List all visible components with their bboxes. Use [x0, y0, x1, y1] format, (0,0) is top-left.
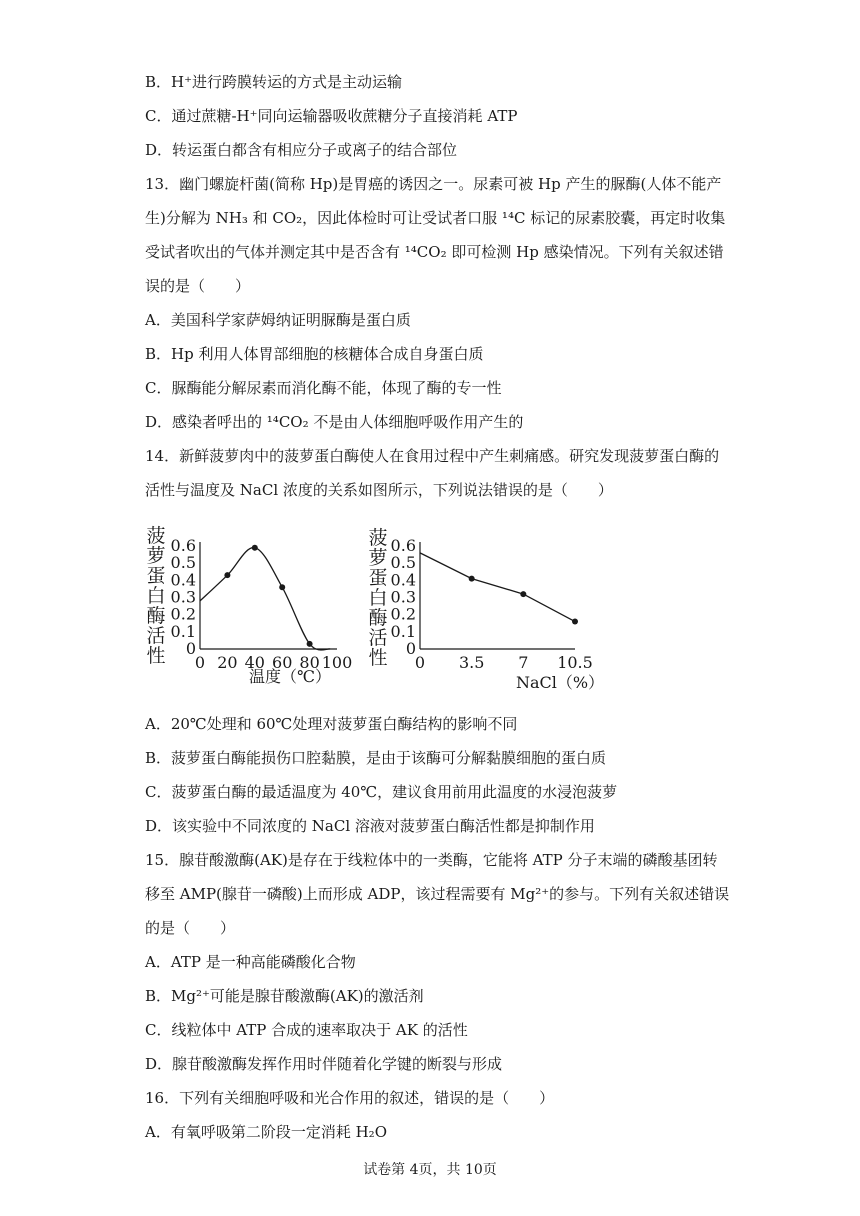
y-axis-label-char: 萝 [146, 545, 166, 567]
q13-option-b: B．Hp 利用人体胃部细胞的核糖体合成自身蛋白质 [145, 345, 484, 363]
q14-option-b: B．菠萝蛋白酶能损伤口腔黏膜，是由于该酶可分解黏膜细胞的蛋白质 [145, 749, 607, 767]
x-tick-label: 100 [321, 653, 353, 672]
q15-stem-line1: 15．腺苷酸激酶(AK)是存在于线粒体中的一类酶，它能将 ATP 分子末端的磷酸基团转 [145, 851, 718, 869]
q15-option-d: D．腺苷酸激酶发挥作用时伴随着化学键的断裂与形成 [145, 1055, 503, 1073]
y-axis-label-char: 蛋 [368, 567, 388, 589]
y-axis-label-char: 白 [368, 587, 388, 609]
x-tick-label: 0 [194, 653, 206, 672]
y-tick-label: 0.6 [170, 536, 196, 555]
y-axis-label-char: 菠 [146, 525, 166, 547]
y-axis-label-char: 性 [368, 647, 388, 669]
x-tick-label: 60 [272, 653, 293, 672]
series-line [200, 548, 330, 650]
y-axis-label-char: 活 [368, 627, 388, 649]
q14-charts-svg [140, 512, 640, 702]
q12-option-c: C．通过蔗糖-H⁺同向运输器吸收蔗糖分子直接消耗 ATP [145, 107, 518, 125]
y-tick-label: 0.3 [170, 587, 196, 607]
y-tick-label: 0.3 [390, 587, 416, 607]
q16-option-a: A．有氧呼吸第二阶段一定消耗 H₂O [145, 1123, 387, 1141]
x-tick-label: 7 [518, 653, 529, 672]
y-tick-label: 0 [185, 639, 196, 658]
y-axis-label-char: 活 [146, 625, 166, 647]
y-axis-label-char: 酶 [368, 607, 388, 629]
q15-option-a: A．ATP 是一种高能磷酸化合物 [145, 953, 356, 971]
q13-option-d: D．感染者呼出的 ¹⁴CO₂ 不是由人体细胞呼吸作用产生的 [145, 413, 524, 431]
q15-option-b: B．Mg²⁺可能是腺苷酸激酶(AK)的激活剂 [145, 987, 424, 1005]
nacl-chart [368, 527, 604, 692]
q12-option-d: D．转运蛋白都含有相应分子或离子的结合部位 [145, 141, 458, 159]
q13-stem-line2: 生)分解为 NH₃ 和 CO₂，因此体检时可让受试者口服 ¹⁴C 标记的尿素胶囊，再定时收集 [145, 209, 726, 227]
x-tick-label: 20 [217, 653, 238, 672]
y-tick-label: 0.4 [170, 570, 196, 590]
y-axis-label-char: 萝 [368, 547, 388, 569]
data-point [279, 584, 285, 590]
data-point [572, 619, 578, 625]
q15-stem-line2: 移至 AMP(腺苷一磷酸)上而形成 ADP，该过程需要有 Mg²⁺的参与。下列有关叙述错误 [145, 885, 730, 903]
q14-stem-line2: 活性与温度及 NaCl 浓度的关系如图所示，下列说法错误的是（ ） [145, 481, 613, 499]
q13-option-a: A．美国科学家萨姆纳证明脲酶是蛋白质 [145, 311, 411, 329]
data-point [469, 576, 475, 582]
data-point [307, 641, 313, 647]
y-tick-label: 0.2 [390, 604, 416, 624]
q13-stem-line1: 13．幽门螺旋杆菌(简称 Hp)是胃癌的诱因之一。尿素可被 Hp 产生的脲酶(人体不能产 [145, 175, 722, 193]
y-tick-label: 0.2 [170, 604, 196, 624]
y-tick-label: 0.1 [170, 621, 196, 641]
q14-option-c: C．菠萝蛋白酶的最适温度为 40℃，建议食用前用此温度的水浸泡菠萝 [145, 783, 618, 801]
q13-stem-line4: 误的是（ ） [145, 277, 251, 295]
y-tick-label: 0.5 [390, 553, 416, 573]
y-axis-label-char: 蛋 [146, 565, 166, 587]
series-line [420, 553, 575, 622]
data-point [252, 545, 258, 551]
y-tick-label: 0 [405, 639, 416, 658]
x-tick-label: 3.5 [458, 653, 485, 672]
y-tick-label: 0.6 [390, 536, 416, 555]
q14-stem-line1: 14．新鲜菠萝肉中的菠萝蛋白酶使人在食用过程中产生刺痛感。研究发现菠萝蛋白酶的 [145, 447, 720, 465]
x-tick-label: 40 [244, 653, 265, 672]
q16-stem: 16．下列有关细胞呼吸和光合作用的叙述，错误的是（ ） [145, 1089, 555, 1107]
data-point [224, 572, 230, 578]
y-axis-label-char: 酶 [146, 605, 166, 627]
q13-option-c: C．脲酶能分解尿素而消化酶不能，体现了酶的专一性 [145, 379, 502, 397]
q15-option-c: C．线粒体中 ATP 合成的速率取决于 AK 的活性 [145, 1021, 468, 1039]
q15-stem-line3: 的是（ ） [145, 919, 236, 937]
data-point [520, 591, 526, 597]
x-tick-label: 80 [299, 653, 320, 672]
y-axis-label-char: 白 [146, 585, 166, 607]
temperature-chart [146, 525, 352, 686]
x-tick-label: 0 [414, 653, 426, 672]
q14-option-a: A．20℃处理和 60℃处理对菠萝蛋白酶结构的影响不同 [145, 715, 518, 733]
x-tick-label: 10.5 [557, 653, 593, 672]
q14-option-d: D．该实验中不同浓度的 NaCl 溶液对菠萝蛋白酶活性都是抑制作用 [145, 817, 595, 835]
page-footer: 试卷第 4页，共 10页 [363, 1162, 497, 1178]
q13-stem-line3: 受试者吹出的气体并测定其中是否含有 ¹⁴CO₂ 即可检测 Hp 感染情况。下列有关叙述错 [145, 243, 724, 261]
y-tick-label: 0.1 [390, 621, 416, 641]
x-axis-label: 温度（℃） [249, 667, 331, 686]
q12-option-b: B．H⁺进行跨膜转运的方式是主动运输 [145, 73, 403, 91]
x-axis-label: NaCl（%） [515, 673, 605, 692]
y-axis-label-char: 性 [146, 645, 166, 667]
y-tick-label: 0.4 [390, 570, 416, 590]
y-axis-label-char: 菠 [368, 527, 388, 549]
y-tick-label: 0.5 [170, 553, 196, 573]
q14-figure [140, 512, 640, 702]
